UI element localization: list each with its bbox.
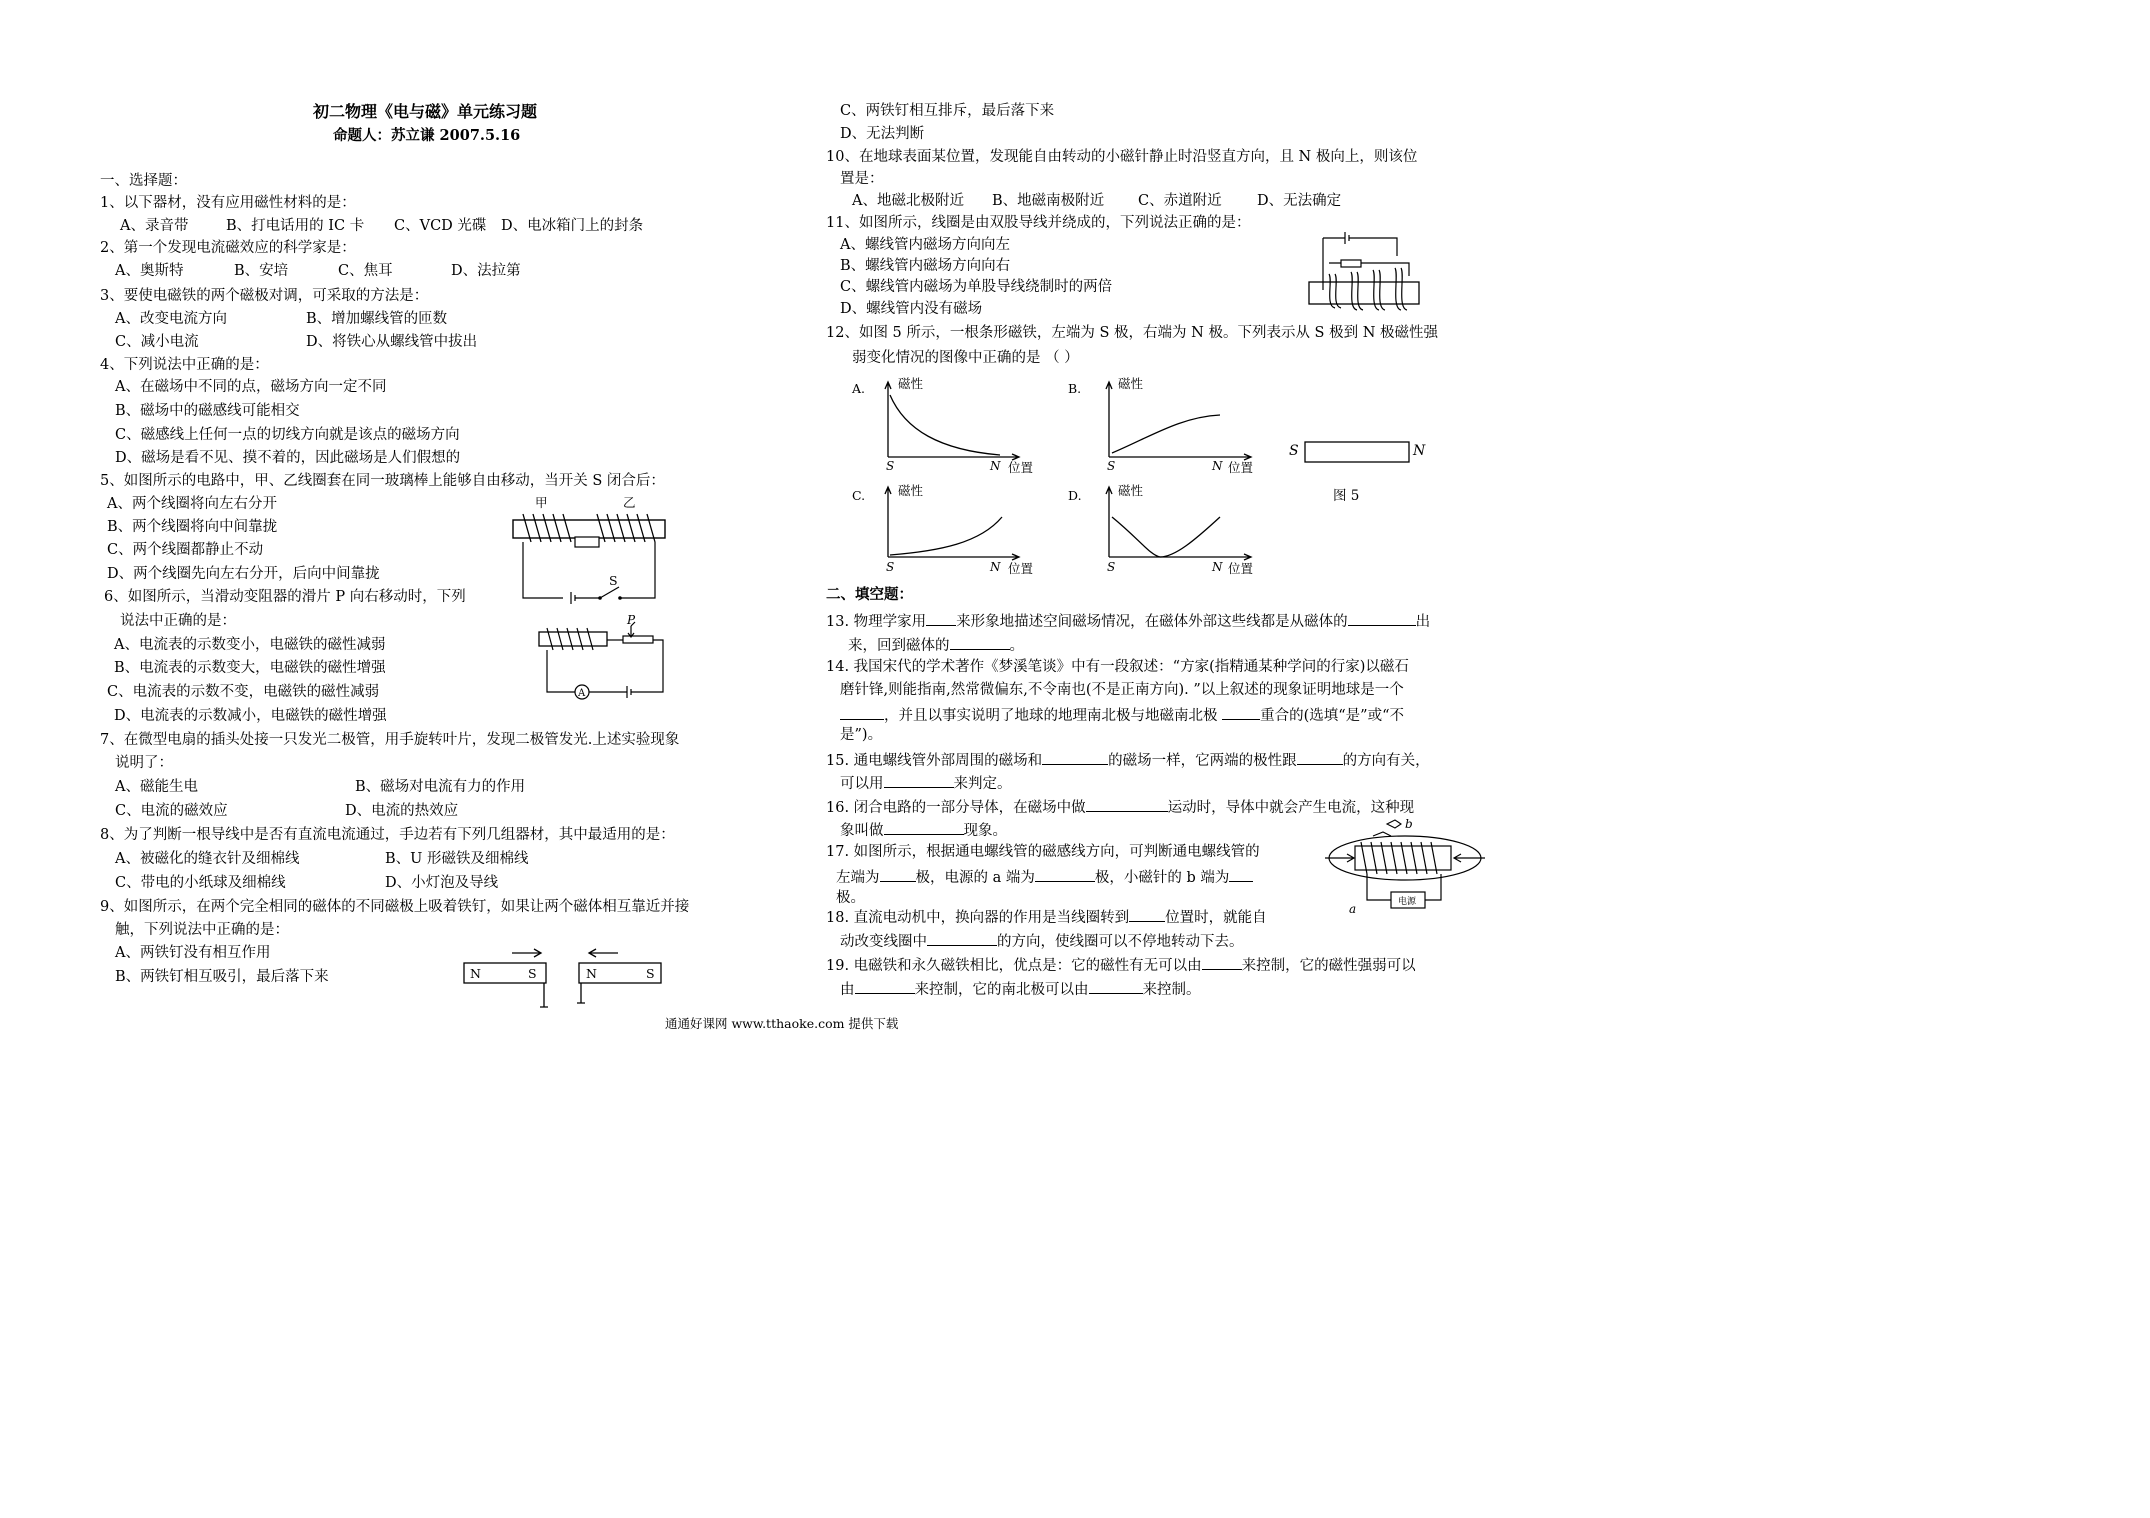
q12-graph-b-ylabel: 磁性 [1118, 376, 1144, 391]
q8-option-c: C、带电的小纸球及细棉线 [115, 875, 286, 891]
q18-blank-1[interactable] [1129, 908, 1165, 922]
q8-option-d: D、小灯泡及导线 [385, 875, 499, 891]
q16-text-3: 象叫做 [840, 823, 884, 839]
q15-blank-1[interactable] [1042, 751, 1108, 765]
q12-fig5-caption: 图 5 [1333, 488, 1360, 504]
q18-text-1: 18. 直流电动机中，换向器的作用是当线圈转到 [826, 910, 1130, 926]
q19-text-1: 19. 电磁铁和永久磁铁相比，优点是：它的磁性有无可以由 [826, 958, 1202, 974]
q5-stem: 5、如图所示的电路中，甲、乙线圈套在同一玻璃棒上能够自由移动，当开关 S 闭合后： [100, 473, 665, 489]
q18-text-3: 动改变线圈中 [840, 934, 927, 950]
q10-option-c: C、赤道附近 [1138, 193, 1222, 209]
q5-option-a: A、两个线圈将向左右分开 [107, 496, 277, 512]
q12-graph-c-n: N [990, 560, 1001, 574]
q9-option-c: C、两铁钉相互排斥，最后落下来 [840, 103, 1055, 119]
q9-option-b: B、两铁钉相互吸引，最后落下来 [115, 969, 329, 985]
q9-stem-line1: 9、如图所示，在两个完全相同的磁体的不同磁极上吸着铁钉，如果让两个磁体相互靠近并接 [100, 899, 690, 915]
q18-text-2: 位置时，就能自 [1165, 910, 1267, 926]
q14-text-3a: ，并且以事实说明了地球的地理南北极与地磁南北极 [884, 708, 1218, 724]
q15-text-3: 的方向有关， [1342, 753, 1430, 769]
q6-option-c: C、电流表的示数不变，电磁铁的磁性减弱 [107, 684, 380, 700]
q15-text-5: 来判定。 [953, 776, 1012, 792]
q13-line2 [848, 636, 1024, 654]
q8-option-b: B、U 形磁铁及细棉线 [385, 851, 529, 867]
footer-credit: 通通好课网 www.tthaoke.com 提供下载 [665, 1016, 899, 1031]
q12-graph-d-n: N [1212, 560, 1223, 574]
q14-line1: 14. 我国宋代的学术著作《梦溪笔谈》中有一段叙述：“方家(指精通某种学问的行家)以磁石 [826, 659, 1409, 675]
q12-graph-c-s: S [886, 560, 895, 574]
q5-coil-jia-label: 甲 [535, 495, 548, 510]
q4-option-a: A、在磁场中不同的点，磁场方向一定不同 [115, 379, 387, 395]
q9-magnet1-n: N [470, 966, 481, 981]
q10-stem-line1: 10、在地球表面某位置，发现能自由转动的小磁针静止时沿竖直方向，且 N 极向上，则该位 [826, 149, 1418, 165]
q14-line2: 磨针锋,则能指南,然常微偏东,不令南也(不是正南方向). ”以上叙述的现象证明地球是一个 [840, 682, 1404, 698]
q6-option-b: B、电流表的示数变大，电磁铁的磁性增强 [114, 660, 386, 676]
q2-stem: 2、第一个发现电流磁效应的科学家是： [100, 240, 356, 256]
q12-graph-b-label: B. [1068, 381, 1082, 396]
q3-option-b: B、增加螺线管的匝数 [306, 311, 448, 327]
q15-text-1: 15. 通电螺线管外部周围的磁场和 [826, 753, 1043, 769]
q6-stem-line2: 说法中正确的是： [120, 613, 236, 629]
q15-line1 [826, 751, 1430, 769]
q7-option-c: C、电流的磁效应 [115, 803, 228, 819]
q4-stem: 4、下列说法中正确的是： [100, 357, 269, 373]
q12-graph-c-xlabel: 位置 [1008, 561, 1034, 576]
q19-line1 [826, 956, 1416, 974]
q8-stem: 8、为了判断一根导线中是否有直流电流通过，手边若有下列几组器材，其中最适用的是： [100, 827, 675, 843]
q14-line4: 是”)。 [840, 727, 883, 743]
q19-text-4: 来控制，它的南北极可以由 [914, 982, 1089, 998]
q2-option-d: D、法拉第 [451, 263, 521, 279]
q5-option-d: D、两个线圈先向左右分开，后向中间靠拢 [107, 566, 380, 582]
q2-option-b: B、安培 [234, 263, 289, 279]
q18-line1 [826, 908, 1267, 926]
q19-blank-2[interactable] [855, 980, 915, 994]
q10-option-d: D、无法确定 [1257, 193, 1342, 209]
section-choice-title: 一、选择题： [100, 173, 187, 189]
q13-blank-2[interactable] [1348, 612, 1416, 626]
q17-solenoid-figure [1325, 818, 1485, 916]
q9-magnet2-n: N [586, 966, 597, 981]
q6-option-a: A、电流表的示数变小，电磁铁的磁性减弱 [114, 637, 386, 653]
q12-graphs [850, 375, 1270, 580]
q12-graph-d-ylabel: 磁性 [1118, 483, 1144, 498]
q14-line3 [840, 706, 1404, 724]
q7-option-d: D、电流的热效应 [345, 803, 459, 819]
q16-blank-2[interactable] [884, 821, 964, 835]
q16-line2 [840, 821, 1007, 839]
q17-text-2: 极，电源的 a 端为 [915, 870, 1035, 886]
q18-line2 [840, 932, 1244, 950]
q8-option-a: A、被磁化的缝衣针及细棉线 [115, 851, 300, 867]
q1-option-d: D、电冰箱门上的封条 [501, 218, 644, 234]
q14-blank-2[interactable] [1222, 706, 1260, 720]
q1-option-a: A、录音带 [120, 218, 189, 234]
q6-option-d: D、电流表的示数减小，电磁铁的磁性增强 [114, 708, 387, 724]
q16-text-2: 运动时，导体中就会产生电流，这种现 [1167, 800, 1415, 816]
q7-stem-line2: 说明了： [115, 755, 173, 771]
q13-text-3: 出 [1415, 614, 1431, 630]
q10-option-a: A、地磁北极附近 [852, 193, 964, 209]
q6-stem-line1: 6、如图所示，当滑动变阻器的滑片 P 向右移动时，下列 [104, 589, 466, 605]
q12-fig5-s: S [1289, 443, 1299, 459]
q17-text-1: 左端为 [836, 870, 880, 886]
q3-option-d: D、将铁心从螺线管中拔出 [306, 334, 478, 350]
q3-option-a: A、改变电流方向 [115, 311, 227, 327]
q12-graph-d-xlabel: 位置 [1228, 561, 1254, 576]
q2-option-c: C、焦耳 [338, 263, 393, 279]
q5-option-c: C、两个线圈都静止不动 [107, 542, 264, 558]
q17-b-label: b [1405, 817, 1413, 831]
q11-option-c: C、螺线管内磁场为单股导线绕制时的两倍 [840, 279, 1113, 295]
q1-option-b: B、打电话用的 IC 卡 [226, 218, 365, 234]
q15-text-2: 的磁场一样，它两端的极性跟 [1108, 753, 1297, 769]
q12-graph-a-ylabel: 磁性 [898, 376, 924, 391]
q17-line1: 17. 如图所示，根据通电螺线管的磁感线方向，可判断通电螺线管的 [826, 844, 1260, 860]
q11-option-b: B、螺线管内磁场方向向右 [840, 258, 1011, 274]
q18-blank-2[interactable] [927, 932, 997, 946]
q14-text-3b: 重合的(选填“是”或“不 [1260, 708, 1405, 724]
q19-line2 [840, 980, 1201, 998]
q12-graph-a-xlabel: 位置 [1008, 460, 1034, 475]
q13-blank-1[interactable] [926, 612, 956, 626]
q7-stem-line1: 7、在微型电扇的插头处接一只发光二极管，用手旋转叶片，发现二极管发光.上述实验现象 [100, 732, 680, 748]
q10-stem-line2: 置是： [840, 171, 884, 187]
q17-text-3: 极，小磁针的 b 端为 [1094, 870, 1230, 886]
author-line: 命题人：苏立谦 2007.5.16 [333, 127, 521, 144]
q16-line1 [826, 798, 1414, 816]
q17-line2 [836, 868, 1253, 886]
q13-text-1: 13. 物理学家用 [826, 614, 927, 630]
q15-text-4: 可以用 [840, 776, 884, 792]
q19-blank-3[interactable] [1089, 980, 1143, 994]
q13-text-5: 。 [1009, 638, 1024, 654]
q17-blank-3[interactable] [1229, 868, 1253, 882]
q13-blank-3[interactable] [950, 636, 1010, 650]
section-fill-title: 二、填空题： [826, 586, 913, 603]
q9-magnets-figure [460, 945, 670, 1015]
q13-text-2: 来形象地描述空间磁场情况，在磁体外部这些线都是从磁体的 [956, 614, 1348, 630]
q6-circuit-figure [535, 612, 675, 697]
q11-option-d: D、螺线管内没有磁场 [840, 301, 983, 317]
q12-fig5-n: N [1413, 443, 1426, 459]
q12-stem-line1: 12、如图 5 所示，一根条形磁铁，左端为 S 极，右端为 N 极。下列表示从 S 极到 N 极磁性强 [826, 325, 1439, 341]
q11-option-a: A、螺线管内磁场方向向左 [840, 237, 1010, 253]
q6-slider-label: P [627, 613, 636, 627]
q13-text-4: 来，回到磁体的 [848, 638, 950, 654]
q15-blank-3[interactable] [884, 774, 954, 788]
q12-fig5-magnet [1285, 436, 1430, 506]
q9-magnet1-s: S [528, 966, 537, 981]
q5-circuit-figure [505, 490, 675, 605]
q19-text-5: 来控制。 [1142, 982, 1201, 998]
q11-double-coil-figure [1305, 228, 1435, 310]
q15-blank-2[interactable] [1297, 751, 1343, 765]
q12-graph-d-label: D. [1068, 488, 1082, 503]
q1-stem: 1、以下器材，没有应用磁性材料的是： [100, 195, 356, 211]
q12-graph-b-xlabel: 位置 [1228, 460, 1254, 475]
q7-option-a: A、磁能生电 [115, 779, 198, 795]
q9-option-d: D、无法判断 [840, 126, 925, 142]
q17-line3: 极。 [836, 890, 865, 906]
q5-option-b: B、两个线圈将向中间靠拢 [107, 519, 278, 535]
q19-blank-1[interactable] [1202, 956, 1242, 970]
q4-option-c: C、磁感线上任何一点的切线方向就是该点的磁场方向 [115, 427, 460, 443]
q12-graph-a-label: A. [852, 381, 866, 396]
q10-option-b: B、地磁南极附近 [992, 193, 1105, 209]
q5-switch-label: S [609, 573, 618, 588]
q4-option-d: D、磁场是看不见、摸不着的，因此磁场是人们假想的 [115, 450, 461, 466]
q1-option-c: C、VCD 光碟 [394, 218, 487, 234]
q17-blank-2[interactable] [1035, 868, 1095, 882]
q9-option-a: A、两铁钉没有相互作用 [115, 945, 271, 961]
q19-text-2: 来控制，它的磁性强弱可以 [1241, 958, 1416, 974]
q5-coil-yi-label: 乙 [623, 495, 636, 510]
q3-option-c: C、减小电流 [115, 334, 199, 350]
q11-stem: 11、如图所示，线圈是由双股导线并绕成的，下列说法正确的是： [826, 215, 1251, 231]
q17-blank-1[interactable] [880, 868, 916, 882]
q15-line2 [840, 774, 1012, 792]
q12-stem-line2: 弱变化情况的图像中正确的是 （ ） [852, 350, 1079, 366]
q12-graph-a-s: S [886, 459, 895, 473]
q9-magnet2-s: S [646, 966, 655, 981]
q12-graph-b-n: N [1212, 459, 1223, 473]
q16-blank-1[interactable] [1086, 798, 1168, 812]
q14-blank-1[interactable] [840, 706, 884, 720]
q12-graph-a-n: N [990, 459, 1001, 473]
q7-option-b: B、磁场对电流有力的作用 [355, 779, 526, 795]
q12-graph-c-label: C. [852, 488, 866, 503]
q9-stem-line2: 触，下列说法中正确的是： [115, 922, 289, 938]
q17-a-label: a [1349, 902, 1357, 916]
q13-line1 [826, 612, 1430, 630]
q6-ammeter-label: A [578, 688, 586, 699]
q18-text-4: 的方向，使线圈可以不停地转动下去。 [997, 934, 1244, 950]
q17-source-label: 电源 [1398, 897, 1417, 907]
q16-text-1: 16. 闭合电路的一部分导体，在磁场中做 [826, 800, 1086, 816]
q2-option-a: A、奥斯特 [115, 263, 184, 279]
q16-text-4: 现象。 [963, 823, 1007, 839]
q12-graph-c-ylabel: 磁性 [898, 483, 924, 498]
q19-text-3: 由 [840, 982, 855, 998]
q4-option-b: B、磁场中的磁感线可能相交 [115, 403, 300, 419]
q12-graph-b-s: S [1107, 459, 1116, 473]
page-title: 初二物理《电与磁》单元练习题 [313, 102, 538, 121]
q12-graph-d-s: S [1107, 560, 1116, 574]
q3-stem: 3、要使电磁铁的两个磁极对调，可采取的方法是： [100, 288, 429, 304]
